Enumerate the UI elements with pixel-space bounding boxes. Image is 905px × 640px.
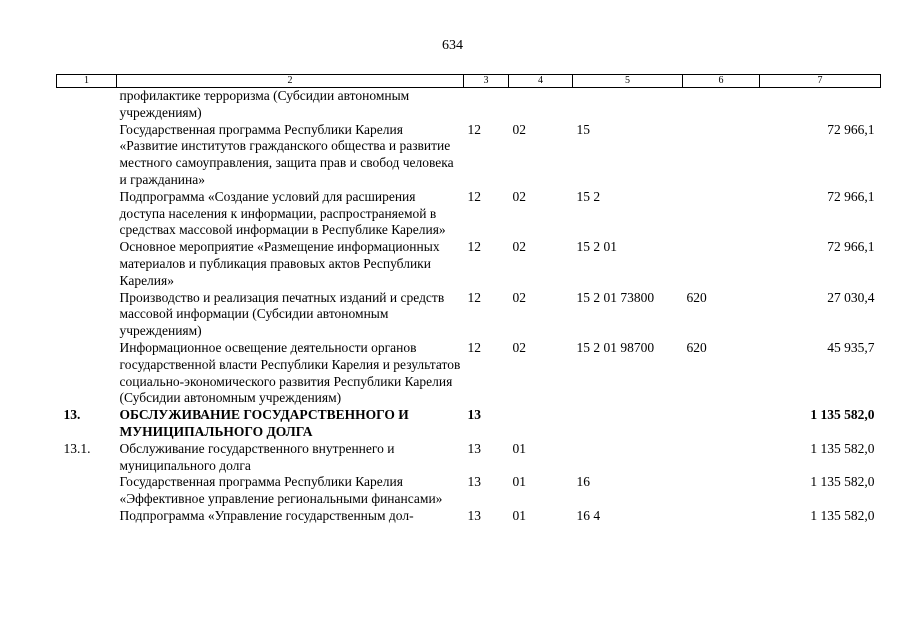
column-header: 7	[760, 75, 881, 88]
table-row	[57, 340, 881, 407]
row-name: Государственная программа Республики Карелия «Эффективное управление региональными финансами»	[119, 474, 443, 507]
row-section: 12	[467, 188, 481, 204]
table-row	[57, 239, 881, 289]
row-number	[57, 340, 117, 407]
row-number: 13.	[63, 407, 81, 423]
row-subsection: 02	[512, 239, 526, 255]
row-name: Государственная программа Республики Карелия «Развитие институтов гражданского общества и развитие местного самоуправления, защита прав и свобод человека и гражданина»	[119, 121, 454, 187]
row-section: 12	[467, 239, 481, 255]
row-number	[57, 508, 117, 525]
row-number	[57, 122, 117, 189]
row-expense-type	[683, 407, 760, 441]
row-subsection: 02	[512, 188, 526, 204]
row-subsection: 02	[512, 121, 526, 137]
row-expense-type	[683, 474, 760, 508]
row-expense-type	[683, 508, 760, 525]
row-subsection	[509, 407, 573, 441]
column-header: 1	[57, 75, 117, 88]
row-name: Основное мероприятие «Размещение информационных материалов и публикация правовых актов Республики Карелия»	[119, 239, 440, 288]
table-body	[57, 88, 881, 525]
row-target-article: 15 2 01 73800	[576, 289, 655, 305]
row-subsection	[509, 88, 573, 122]
row-section	[464, 88, 509, 122]
row-section: 12	[467, 121, 481, 137]
row-number: 13.1.	[63, 440, 91, 456]
row-amount: 72 966,1	[827, 121, 875, 137]
row-amount: 1 135 582,0	[810, 474, 875, 490]
row-target-article	[573, 407, 683, 441]
row-name: Информационное освещение деятельности органов государственной власти Республики Карелия и результатов социально-экономического развития Республики Карелия (Субсидии автономным учреждениям)	[119, 339, 461, 406]
table-row	[57, 88, 881, 122]
row-expense-type: 620	[686, 339, 707, 355]
row-amount	[760, 88, 881, 122]
row-expense-type	[683, 239, 760, 289]
row-target-article: 15 2 01	[576, 239, 617, 255]
row-target-article	[573, 441, 683, 475]
row-target-article: 15 2	[576, 188, 601, 204]
row-name: профилактике терроризма (Субсидии автономным учреждениям)	[119, 88, 410, 120]
row-subsection: 01	[512, 440, 526, 456]
row-section: 13	[467, 507, 481, 523]
row-expense-type: 620	[686, 289, 707, 305]
column-header: 5	[573, 75, 683, 88]
page-number: 634	[442, 38, 463, 53]
row-expense-type	[683, 189, 760, 239]
row-number	[57, 290, 117, 340]
table-row	[57, 122, 881, 189]
table-row	[57, 290, 881, 340]
column-header: 2	[117, 75, 464, 88]
row-section: 13	[467, 474, 481, 490]
row-number	[57, 189, 117, 239]
row-expense-type	[683, 88, 760, 122]
row-name: Подпрограмма «Управление государственным дол-	[119, 507, 414, 523]
row-name: Производство и реализация печатных изданий и средств массовой информации (Субсидии автономным учреждениям)	[119, 289, 445, 339]
row-expense-type	[683, 122, 760, 189]
row-amount: 1 135 582,0	[810, 507, 875, 523]
row-section: 13	[467, 407, 481, 423]
table-row	[57, 474, 881, 508]
row-subsection: 02	[512, 339, 526, 355]
row-section: 12	[467, 289, 481, 305]
table-row	[57, 441, 881, 475]
table-row	[57, 407, 881, 441]
row-number	[57, 239, 117, 289]
table-row	[57, 508, 881, 525]
row-amount: 45 935,7	[827, 339, 875, 355]
row-target-article: 15 2 01 98700	[576, 339, 655, 355]
row-amount: 27 030,4	[827, 289, 875, 305]
table-header	[57, 75, 881, 88]
column-header: 6	[683, 75, 760, 88]
header-row	[57, 75, 881, 88]
row-subsection: 01	[512, 507, 526, 523]
row-amount: 72 966,1	[827, 188, 875, 204]
row-amount: 1 135 582,0	[810, 440, 875, 456]
row-name: Обслуживание государственного внутреннего и муниципального долга	[119, 440, 395, 473]
row-subsection: 02	[512, 289, 526, 305]
row-number	[57, 474, 117, 508]
column-header: 4	[509, 75, 573, 88]
row-section: 12	[467, 339, 481, 355]
row-target-article	[573, 88, 683, 122]
row-expense-type	[683, 441, 760, 475]
column-header: 3	[464, 75, 509, 88]
row-target-article: 16 4	[576, 507, 601, 523]
row-number	[57, 88, 117, 122]
row-name: Подпрограмма «Создание условий для расширения доступа населения к информации, распространяемой в средствах массовой информации в Республике Карелия»	[119, 188, 446, 238]
row-target-article: 15	[576, 121, 590, 137]
row-name: ОБСЛУЖИВАНИЕ ГОСУДАРСТВЕННОГО И МУНИЦИПАЛЬНОГО ДОЛГА	[119, 407, 409, 439]
row-section: 13	[467, 440, 481, 456]
budget-table	[56, 74, 881, 525]
table-row	[57, 189, 881, 239]
row-subsection: 01	[512, 474, 526, 490]
row-amount: 72 966,1	[827, 239, 875, 255]
row-amount: 1 135 582,0	[810, 407, 875, 423]
row-target-article: 16	[576, 474, 590, 490]
